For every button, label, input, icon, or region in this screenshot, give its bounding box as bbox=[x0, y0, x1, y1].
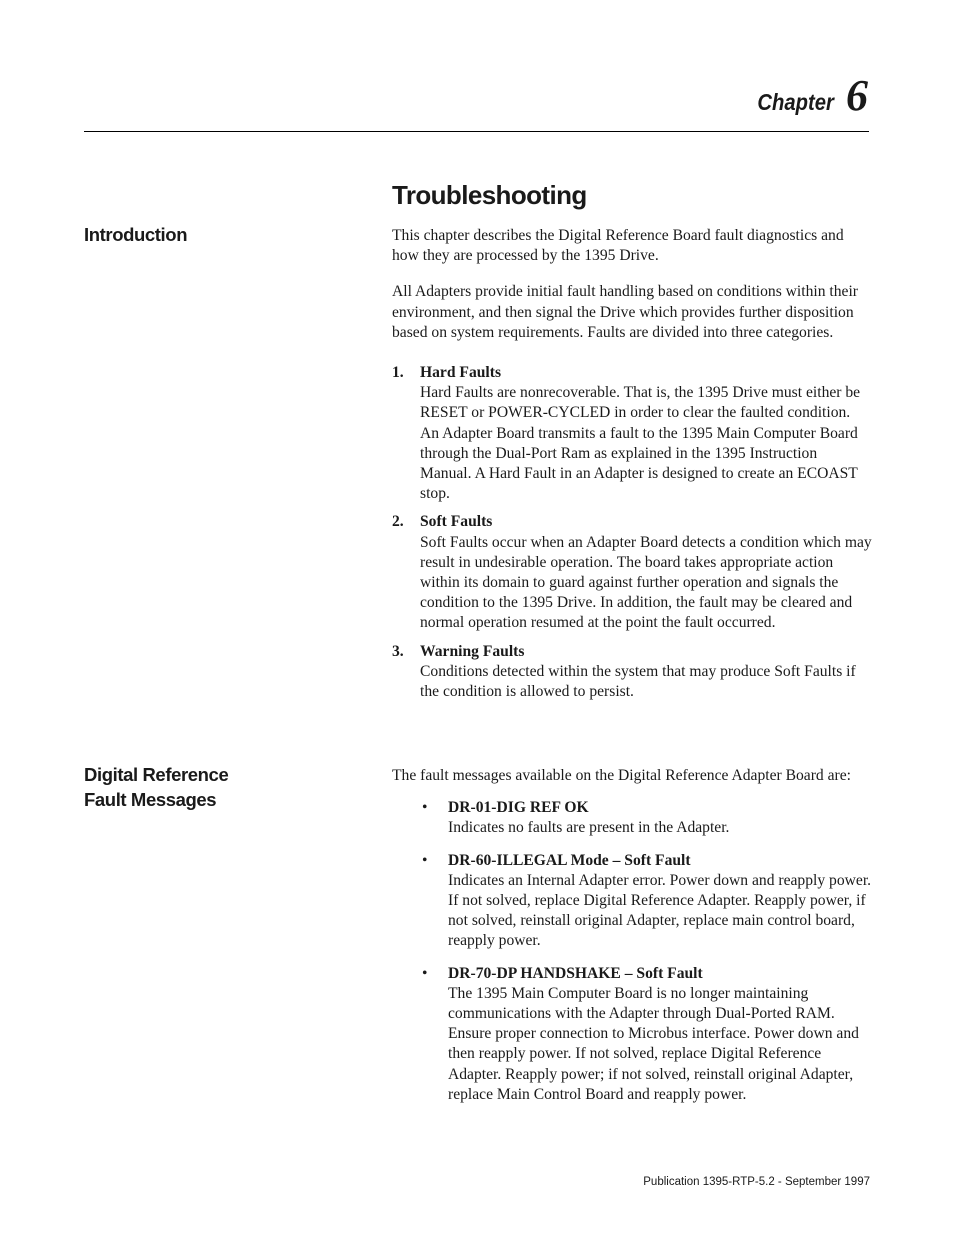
item-number: 2. bbox=[392, 513, 404, 531]
chapter-label: Chapter bbox=[757, 89, 834, 115]
page-title: Troubleshooting bbox=[392, 180, 587, 210]
item-text: Conditions detected within the system that may produce Soft Faults if the condition is allowed to persist. bbox=[420, 662, 856, 701]
section-heading-introduction bbox=[84, 222, 187, 247]
bullet: • bbox=[422, 964, 428, 982]
fault-message-item bbox=[392, 964, 872, 1105]
item-title: DR-70-DP HANDSHAKE – Soft Fault bbox=[448, 964, 703, 982]
item-title: DR-01-DIG REF OK bbox=[448, 799, 589, 817]
heading-line: Introduction bbox=[84, 224, 188, 245]
item-title: DR-60-ILLEGAL Mode – Soft Fault bbox=[448, 851, 691, 869]
header-rule bbox=[84, 131, 869, 132]
item-text: Soft Faults occur when an Adapter Board detects a condition which may result in undesirable operation. The board takes appropriate action within its domain to guard against further operation and signals the condition to the 1395 Drive. In addition, the fault may be cleared and normal operation resumed at the point the fault occurred. bbox=[420, 533, 872, 632]
fault-category-item bbox=[392, 363, 872, 504]
item-text: Hard Faults are nonrecoverable. That is, the 1395 Drive must either be RESET or POWER-CYCLED in order to clear the faulted condition. An Adapter Board transmits a fault to the 1395 Main Computer Board through the Dual-Port Ram as explained in the 1395 Instruction Manual. A Hard Fault in an Adapter is designed to create an ECOAST stop. bbox=[420, 384, 861, 503]
paragraph: The fault messages available on the Digital Reference Adapter Board are: bbox=[392, 767, 851, 784]
chapter-number: 6 bbox=[846, 71, 868, 120]
heading-line: Fault Messages bbox=[84, 789, 217, 810]
fault-message-item bbox=[392, 851, 872, 952]
item-number: 3. bbox=[392, 642, 404, 660]
item-number: 1. bbox=[392, 364, 404, 382]
paragraph: All Adapters provide initial fault handling based on conditions within their environment, and then signal the Drive which provides further disposition based on system requirements. Faults are divided into three categories. bbox=[392, 283, 858, 341]
item-text: Indicates no faults are present in the Adapter. bbox=[448, 819, 730, 837]
item-title: Warning Faults bbox=[420, 642, 525, 660]
fault-messages-body bbox=[392, 766, 872, 1105]
publication-footer: Publication 1395-RTP-5.2 - September 1997 bbox=[643, 1176, 870, 1188]
heading-line: Digital Reference bbox=[84, 764, 229, 785]
section-heading-fault-messages bbox=[84, 762, 228, 812]
fault-category-item bbox=[392, 512, 872, 633]
bullet: • bbox=[422, 799, 428, 817]
item-text: The 1395 Main Computer Board is no longer maintaining communications with the Adapter through Dual-Ported RAM. Ensure proper connection to Microbus interface. Power down and then reapply power. If not solved, replace Digital Reference Adapter. Reapply power; if not solved, reinstall original Adapter, replace Main Control Board and reapply power. bbox=[448, 984, 859, 1103]
item-title: Hard Faults bbox=[420, 364, 502, 382]
bullet: • bbox=[422, 851, 428, 869]
item-text: Indicates an Internal Adapter error. Power down and reapply power. If not solved, replace Digital Reference Adapter. Reapply power, if not solved, reinstall original Adapter, replace main control board, reapply power. bbox=[448, 871, 872, 950]
item-title: Soft Faults bbox=[420, 513, 493, 531]
fault-category-item bbox=[392, 642, 872, 703]
paragraph: This chapter describes the Digital Reference Board fault diagnostics and how they are processed by the 1395 Drive. bbox=[392, 227, 844, 265]
fault-message-item bbox=[392, 798, 872, 838]
introduction-body bbox=[392, 226, 872, 702]
chapter-header bbox=[747, 71, 868, 120]
